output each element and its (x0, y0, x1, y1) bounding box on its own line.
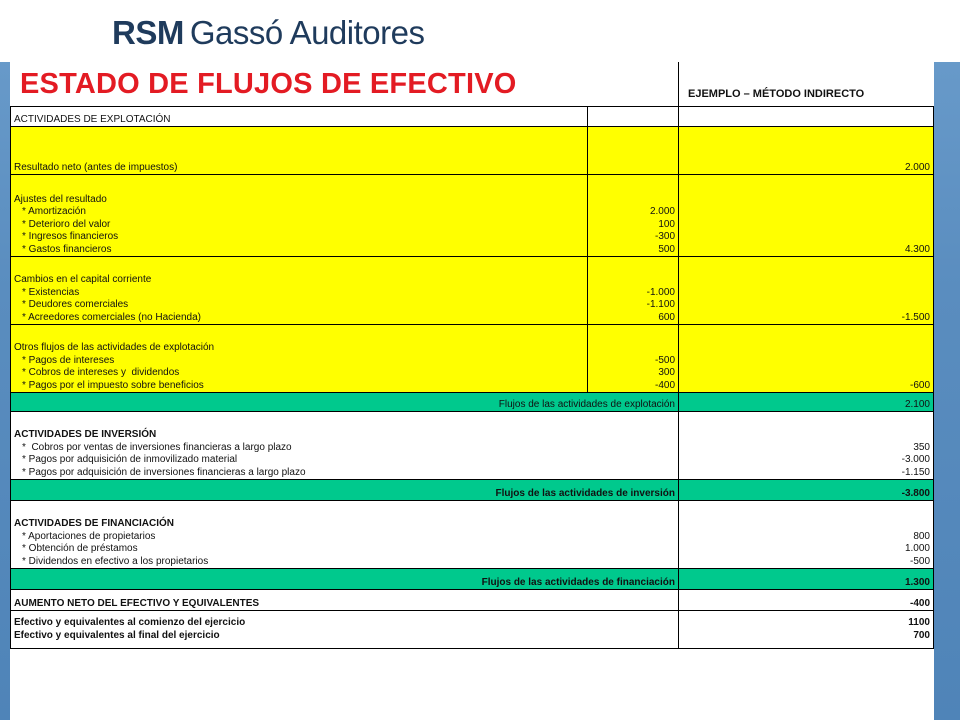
item-value: 100 (658, 218, 675, 230)
table-row (11, 127, 934, 175)
row-total: -1.500 (679, 257, 934, 325)
item-values (679, 412, 934, 480)
item-values (588, 257, 679, 325)
row-label: AUMENTO NETO DEL EFECTIVO Y EQUIVALENTES (11, 590, 679, 611)
block-heading: Otros flujos de las actividades de explotación (14, 342, 215, 353)
row-total: 2.000 (679, 127, 934, 175)
subtotal-row (11, 569, 934, 590)
item-label: * Dividendos en efectivo a los propietarios (22, 555, 209, 567)
row-label-block (11, 175, 588, 257)
item-value: -1.000 (646, 286, 675, 298)
item-label: * Existencias (22, 286, 80, 298)
company-logo (112, 14, 424, 54)
table-row (11, 501, 934, 569)
item-value: -400 (654, 379, 675, 391)
row-total: 4.300 (679, 175, 934, 257)
page-title: ESTADO DE FLUJOS DE EFECTIVO (20, 68, 517, 100)
section-heading: ACTIVIDADES DE EXPLOTACIÓN (11, 107, 588, 127)
page-subtitle: EJEMPLO – MÉTODO INDIRECTO (688, 88, 865, 100)
item-label: * Pagos por adquisición de inversiones financieras a largo plazo (22, 466, 306, 478)
item-label: Efectivo y equivalentes al comienzo del ejercicio (14, 617, 246, 628)
row-label: Resultado neto (antes de impuestos) (11, 127, 588, 175)
row-total: -400 (679, 590, 934, 611)
item-label: * Cobros por ventas de inversiones financieras a largo plazo (22, 441, 292, 453)
item-label: * Pagos por el impuesto sobre beneficios (22, 379, 204, 391)
item-value: 800 (913, 530, 930, 542)
row-label-block (11, 325, 588, 393)
table-row (11, 412, 934, 480)
item-value: 1.000 (904, 543, 930, 554)
item-values (679, 611, 934, 649)
block-heading: Ajustes del resultado (14, 193, 107, 205)
item-label: * Ingresos financieros (22, 231, 119, 242)
subtotal-label: Flujos de las actividades de inversión (11, 480, 679, 501)
item-value: -500 (909, 555, 930, 567)
item-value: -1.100 (646, 299, 675, 310)
row-label-block (11, 257, 588, 325)
subtotal-value: 2.100 (679, 393, 934, 412)
block-heading: Cambios en el capital corriente (14, 274, 152, 285)
item-values (679, 501, 934, 569)
table-row (11, 590, 934, 611)
table-row (11, 107, 934, 127)
section-heading: ACTIVIDADES DE FINANCIACIÓN (14, 518, 175, 529)
logo-rsm: RSM (112, 14, 184, 51)
item-value: -3.000 (901, 454, 930, 465)
item-values (588, 325, 679, 393)
item-label: * Obtención de préstamos (22, 543, 138, 554)
section-heading: ACTIVIDADES DE INVERSIÓN (14, 429, 157, 440)
item-value: 600 (658, 311, 675, 323)
item-values (588, 175, 679, 257)
item-value: -500 (654, 354, 675, 366)
subtotal-value: -3.800 (679, 480, 934, 501)
table-row (11, 257, 934, 325)
table-row (11, 325, 934, 393)
divider (678, 62, 679, 106)
header (0, 0, 960, 62)
table-row (11, 611, 934, 649)
item-value: 700 (913, 629, 930, 641)
item-label: Efectivo y equivalentes al final del ejercicio (14, 629, 220, 641)
row-total: -600 (679, 325, 934, 393)
item-value: 300 (658, 367, 675, 378)
subtotal-value: 1.300 (679, 569, 934, 590)
statement-sheet (10, 62, 934, 720)
item-label: * Cobros de intereses y dividendos (22, 367, 180, 378)
row-label-block (11, 501, 679, 569)
subtotal-row (11, 393, 934, 412)
cash-flow-table (10, 106, 934, 649)
item-label: * Acreedores comerciales (no Hacienda) (22, 311, 201, 323)
item-value: 350 (913, 441, 930, 453)
table-row (11, 175, 934, 257)
logo-name: Gassó Auditores (189, 14, 425, 51)
row-label-block (11, 611, 679, 649)
item-value: 2.000 (649, 206, 675, 217)
item-label: * Pagos de intereses (22, 354, 115, 366)
item-label: * Gastos financieros (22, 243, 112, 255)
item-label: * Amortización (22, 206, 86, 217)
item-label: * Aportaciones de propietarios (22, 530, 156, 542)
subtotal-label: Flujos de las actividades de financiación (11, 569, 679, 590)
row-label-block (11, 412, 679, 480)
item-value: 500 (658, 243, 675, 255)
item-value: -300 (654, 231, 675, 242)
item-label: * Deterioro del valor (22, 218, 111, 230)
subtotal-label: Flujos de las actividades de explotación (11, 393, 679, 412)
subtotal-row (11, 480, 934, 501)
item-label: * Deudores comerciales (22, 299, 129, 310)
item-label: * Pagos por adquisición de inmovilizado material (22, 454, 238, 465)
item-value: 1100 (908, 617, 930, 628)
item-value: -1.150 (901, 466, 930, 478)
